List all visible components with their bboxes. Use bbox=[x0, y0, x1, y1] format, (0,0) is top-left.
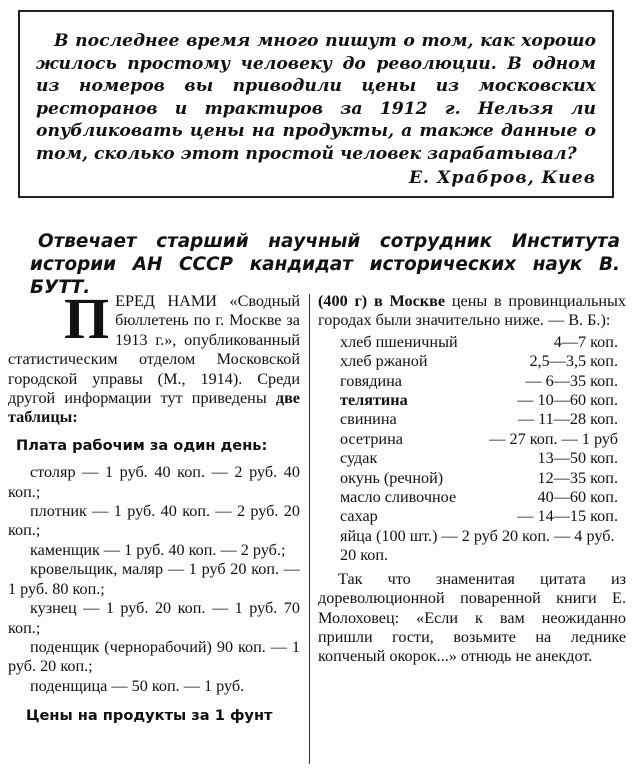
price-value: — 27 коп. — 1 руб bbox=[489, 429, 618, 448]
price-value: — 10—60 коп. bbox=[517, 391, 618, 410]
price-item: телятина bbox=[340, 391, 408, 410]
intro-bold: две таблицы: bbox=[8, 389, 300, 427]
right-column bbox=[318, 292, 626, 667]
price-item: сахар bbox=[340, 507, 378, 526]
price-item: хлеб ржаной bbox=[340, 352, 428, 371]
intro-weight: (400 г) в Москве bbox=[318, 292, 446, 310]
list-item bbox=[318, 372, 626, 391]
price-value: — 11—28 коп. bbox=[517, 410, 618, 429]
dropcap: П bbox=[64, 286, 110, 351]
reader-letter-box bbox=[18, 10, 614, 198]
answer-header: Отвечает старший научный сотрудник Института истории АН СССР кандидат исторических наук В. БУТТ. bbox=[30, 231, 620, 298]
list-item: кузнец — 1 руб. 20 коп. — 1 руб. 70 коп.; bbox=[8, 599, 300, 637]
price-value: 2,5—3,5 коп. bbox=[529, 352, 618, 371]
left-intro bbox=[8, 286, 300, 428]
list-item bbox=[318, 333, 626, 352]
right-intro bbox=[318, 292, 626, 331]
list-item bbox=[318, 352, 626, 371]
prices-list bbox=[318, 333, 626, 566]
price-value: 4—7 коп. bbox=[553, 332, 618, 351]
list-item: каменщик — 1 руб. 40 коп. — 2 руб.; bbox=[30, 540, 286, 559]
left-column bbox=[8, 286, 300, 734]
list-item bbox=[318, 430, 626, 449]
column-divider bbox=[309, 294, 310, 764]
list-item bbox=[318, 488, 626, 507]
closing-paragraph: Так что знаменитая цитата из дореволюционной поваренной книги Е. Молоховец: «Если к вам неожиданно пришли гости, возьмите на леднике копченый окорок...» отнюдь не анекдот. bbox=[318, 569, 626, 666]
list-item bbox=[318, 391, 626, 410]
price-value: 12—35 коп. bbox=[537, 468, 618, 487]
list-item: столяр — 1 руб. 40 коп. — 2 руб. 40 коп.; bbox=[8, 463, 300, 501]
price-item: масло сливочное bbox=[340, 488, 457, 507]
price-item: окунь (речной) bbox=[340, 468, 444, 487]
price-value: — 6—35 коп. bbox=[525, 371, 618, 390]
list-item: поденщик (чернорабочий) 90 коп. — 1 руб. 20 коп.; bbox=[8, 637, 300, 676]
list-item bbox=[318, 507, 626, 526]
list-item: кровельщик, маляр — 1 руб 20 коп. — 1 руб. 80 коп.; bbox=[8, 560, 300, 598]
wages-list bbox=[8, 463, 300, 696]
price-item: говядина bbox=[340, 371, 402, 390]
list-item bbox=[318, 469, 626, 488]
price-item: хлеб пшеничный bbox=[340, 332, 458, 351]
price-value: — 2 руб 20 коп. — 4 руб. 20 коп. bbox=[340, 526, 615, 565]
price-item: свинина bbox=[340, 410, 397, 429]
letter-signature: Е. Храбров, Киев bbox=[408, 168, 596, 188]
list-item: поденщица — 50 коп. — 1 руб. bbox=[30, 676, 245, 695]
price-value: 40—60 коп. bbox=[537, 488, 618, 507]
price-value: — 14—15 коп. bbox=[517, 507, 618, 526]
list-item: плотник — 1 руб. 40 коп. — 2 руб. 20 коп.; bbox=[8, 502, 300, 540]
price-item: яйца (100 шт.) bbox=[340, 526, 438, 545]
list-item bbox=[318, 410, 626, 429]
wages-heading: Плата рабочим за один день: bbox=[16, 436, 268, 454]
price-value: 13—50 коп. bbox=[537, 449, 618, 468]
price-item: судак bbox=[340, 449, 378, 468]
list-item bbox=[318, 449, 626, 468]
intro-text: ЕРЕД НАМИ «Сводный бюллетень по г. Москве за 1913 г.», опубликованный статистическим отделом Московской городской управы (М., 1914). Среди другой информации тут приведены bbox=[8, 292, 300, 408]
price-item: осетрина bbox=[340, 429, 403, 448]
list-item bbox=[318, 527, 626, 566]
letter-text: В последнее время много пишут о том, как хорошо жилось простому человеку до революции. В одном из номеров вы приводили цены из московских ресторанов и трактиров за 1912 г. Нельзя ли опубликовать цены на продукты, а также данные о том, сколько этот простой человек зарабатывал? bbox=[36, 31, 596, 164]
prices-heading: Цены на продукты за 1 фунт bbox=[26, 707, 273, 725]
intro-rest: цены в провинциальных городах были значительно ниже. — В. Б.): bbox=[318, 292, 626, 330]
